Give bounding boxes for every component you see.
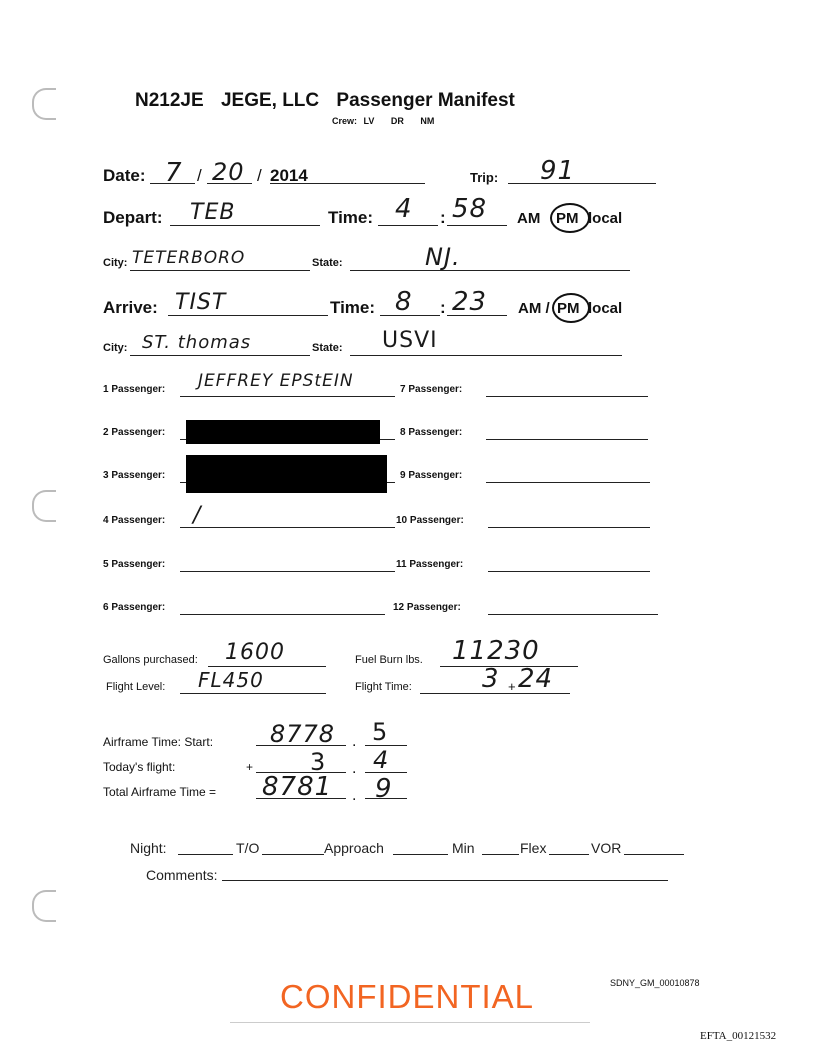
passenger-9-line (486, 482, 650, 483)
depart-state-value: NJ. (425, 243, 461, 271)
depart-pm-label: PM (556, 210, 579, 227)
punch-hole-bottom (32, 890, 56, 922)
depart-time-label: Time: (328, 208, 374, 227)
todays-flight-label: Today's flight: (103, 760, 176, 774)
punch-hole-top (32, 88, 56, 120)
confidential-stamp: CONFIDENTIAL (280, 978, 535, 1015)
passenger-6-label: 6 Passenger: (103, 602, 166, 613)
crew-label: Crew: (332, 116, 358, 126)
gallons-value: 1600 (225, 640, 285, 665)
date-label: Date: (103, 166, 146, 185)
passenger-10-label: 10 Passenger: (396, 515, 464, 526)
approach-line (393, 854, 448, 855)
arrive-state-line (350, 355, 622, 356)
flight-time-hours: 3 (482, 664, 500, 694)
date-day-value: 20 (212, 158, 245, 186)
total-airframe-dot: . (352, 787, 357, 804)
passenger-5-label: 5 Passenger: (103, 559, 166, 570)
efta-number: EFTA_00121532 (700, 1030, 777, 1042)
passenger-4-value: / (193, 503, 202, 528)
night-label: Night: (130, 840, 167, 856)
date-year: 2014 (270, 166, 308, 185)
passenger-6-line (180, 614, 385, 615)
tail-number: N212JE (135, 90, 204, 111)
flight-level-line (180, 693, 326, 694)
depart-time-colon: : (440, 208, 446, 227)
to-label: T/O (236, 840, 260, 856)
min-line (482, 854, 519, 855)
passenger-11-line (488, 571, 650, 572)
passenger-9-label: 9 Passenger: (400, 470, 463, 481)
company-name: JEGE, LLC (220, 90, 320, 111)
flight-level-value: FL450 (198, 668, 264, 692)
total-airframe-value-a: 8781 (262, 772, 333, 802)
depart-hour-line (378, 225, 438, 226)
passenger-2-redaction (186, 420, 380, 444)
arrive-pm-label: PM (557, 300, 580, 317)
gallons-line (208, 666, 326, 667)
form-title (135, 90, 527, 112)
passenger-7-line (486, 396, 648, 397)
depart-label: Depart: (103, 208, 163, 227)
passenger-8-label: 8 Passenger: (400, 427, 463, 438)
comments-label: Comments: (146, 867, 218, 883)
passenger-1-value: JEFFREY EPStEIN (198, 371, 354, 391)
passenger-3-redaction (186, 455, 387, 493)
arrive-time-label: Time: (330, 298, 376, 317)
total-airframe-value-b: 9 (375, 774, 393, 804)
flex-line (549, 854, 589, 855)
passenger-5-line (180, 571, 395, 572)
depart-state-label: State: (312, 257, 343, 269)
depart-line (170, 225, 320, 226)
arrive-city-label: City: (103, 342, 128, 354)
flight-level-label: Flight Level: (106, 681, 166, 693)
approach-label: Approach (324, 840, 384, 856)
trip-line (508, 183, 656, 184)
flight-time-plus: + (508, 679, 516, 694)
depart-value: TEB (190, 200, 236, 225)
passenger-10-line (488, 527, 650, 528)
vor-label: VOR (591, 840, 622, 856)
date-year-line (270, 183, 425, 184)
airframe-start-label: Airframe Time: Start: (103, 735, 214, 749)
crew-member-1: LV (363, 116, 375, 126)
bates-number: SDNY_GM_00010878 (610, 978, 700, 988)
depart-min-line (447, 225, 507, 226)
crew-member-2: DR (390, 116, 404, 126)
arrive-hour-value: 8 (395, 287, 413, 317)
comments-line (222, 880, 668, 881)
trip-value: 91 (540, 156, 576, 186)
passenger-2-label: 2 Passenger: (103, 427, 166, 438)
to-line (262, 854, 324, 855)
passenger-7-label: 7 Passenger: (400, 384, 463, 395)
night-line (178, 854, 233, 855)
vor-line (624, 854, 684, 855)
min-label: Min (452, 840, 475, 856)
arrive-city-value: ST. thomas (142, 332, 252, 353)
passenger-12-label: 12 Passenger: (393, 602, 461, 613)
arrive-city-line (130, 355, 310, 356)
total-airframe-label: Total Airframe Time = (103, 785, 217, 799)
airframe-start-value-b: 5 (372, 718, 389, 746)
arrive-time-colon: : (440, 298, 446, 317)
depart-hour-value: 4 (395, 194, 413, 224)
passenger-1-label: 1 Passenger: (103, 384, 166, 395)
passenger-12-line (488, 614, 658, 615)
depart-local-label: local (588, 210, 623, 227)
fuel-burn-line (440, 666, 578, 667)
arrive-local-label: local (588, 300, 623, 317)
airframe-start-dot: . (352, 733, 357, 750)
flex-label: Flex (520, 840, 547, 856)
passenger-1-line (180, 396, 395, 397)
arrive-label: Arrive: (103, 298, 158, 317)
depart-state-line (350, 270, 630, 271)
todays-flight-plus: + (246, 760, 254, 774)
depart-city-label: City: (103, 257, 128, 269)
todays-flight-value-b: 4 (373, 746, 390, 774)
todays-flight-dot: . (352, 760, 357, 777)
arrive-state-label: State: (312, 342, 343, 354)
passenger-3-label: 3 Passenger: (103, 470, 166, 481)
flight-time-label: Flight Time: (355, 681, 412, 693)
fuel-burn-label: Fuel Burn lbs. (355, 654, 423, 666)
date-sep-2: / (257, 166, 262, 185)
arrive-value: TIST (175, 290, 227, 315)
crew-member-3: NM (420, 116, 435, 126)
flight-time-minutes: 24 (518, 664, 554, 694)
date-sep-1: / (197, 166, 202, 185)
fuel-burn-value: 11230 (452, 636, 540, 666)
arrive-state-value: USVI (382, 328, 438, 353)
passenger-4-label: 4 Passenger: (103, 515, 166, 526)
arrive-line (168, 315, 328, 316)
depart-city-value: TETERBORO (132, 248, 246, 268)
crew-line (332, 116, 448, 126)
depart-am-label: AM (517, 210, 541, 227)
airframe-start-value-a: 8778 (270, 720, 336, 748)
passenger-11-label: 11 Passenger: (396, 559, 464, 570)
todays-flight-value-a: 3 (310, 748, 327, 776)
arrive-am-label: AM / (518, 300, 550, 317)
manifest-title: Passenger Manifest (336, 90, 515, 111)
passenger-4-line (180, 527, 395, 528)
footer-divider (230, 1022, 590, 1023)
depart-city-line (130, 270, 310, 271)
passenger-8-line (486, 439, 648, 440)
trip-label: Trip: (470, 170, 499, 185)
gallons-label: Gallons purchased: (103, 654, 198, 666)
arrive-min-value: 23 (452, 287, 488, 317)
punch-hole-middle (32, 490, 56, 522)
depart-min-value: 58 (452, 194, 488, 224)
date-month-value: 7 (165, 158, 183, 188)
